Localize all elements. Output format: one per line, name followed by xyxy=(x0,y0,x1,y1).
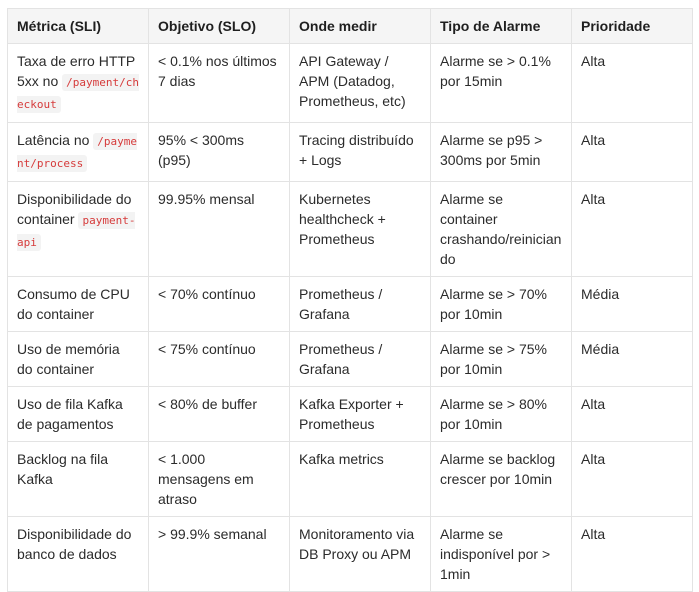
cell-where: Kafka metrics xyxy=(290,442,431,517)
metric-label: Disponibilidade do container xyxy=(17,191,132,227)
metric-code-snippet: payment-api xyxy=(17,214,136,249)
metric-label: Taxa de erro HTTP 5xx no xyxy=(17,53,136,89)
cell-where: Kafka Exporter + Prometheus xyxy=(290,387,431,442)
table-row xyxy=(8,442,693,517)
cell-objective: < 0.1% nos últimos 7 dias xyxy=(149,44,290,123)
cell-priority: Alta xyxy=(572,182,693,277)
cell-alarm: Alarme se backlog crescer por 10min xyxy=(431,442,572,517)
metric-label: Disponibilidade do banco de dados xyxy=(17,526,132,562)
cell-objective: 95% < 300ms (p95) xyxy=(149,123,290,182)
cell-where: Tracing distribuído + Logs xyxy=(290,123,431,182)
cell-metric xyxy=(8,44,149,123)
table-row xyxy=(8,387,693,442)
metric-label: Backlog na fila Kafka xyxy=(17,451,109,487)
cell-alarm: Alarme se > 75% por 10min xyxy=(431,332,572,387)
cell-objective: < 1.000 mensagens em atraso xyxy=(149,442,290,517)
cell-priority: Alta xyxy=(572,442,693,517)
cell-priority: Alta xyxy=(572,517,693,592)
cell-objective: > 99.9% semanal xyxy=(149,517,290,592)
cell-metric xyxy=(8,277,149,332)
cell-alarm: Alarme se indisponível por > 1min xyxy=(431,517,572,592)
sli-slo-table xyxy=(7,8,693,592)
table-body xyxy=(8,44,693,592)
header-alarm: Tipo de Alarme xyxy=(431,9,572,44)
cell-priority: Alta xyxy=(572,44,693,123)
sli-slo-table-container xyxy=(7,8,692,592)
cell-objective: < 75% contínuo xyxy=(149,332,290,387)
cell-where: Monitoramento via DB Proxy ou APM xyxy=(290,517,431,592)
cell-priority: Média xyxy=(572,332,693,387)
cell-where: API Gateway / APM (Datadog, Prometheus, etc) xyxy=(290,44,431,123)
metric-label: Latência no xyxy=(17,132,90,148)
cell-metric xyxy=(8,123,149,182)
cell-alarm: Alarme se > 80% por 10min xyxy=(431,387,572,442)
cell-where: Kubernetes healthcheck + Prometheus xyxy=(290,182,431,277)
cell-where: Prometheus / Grafana xyxy=(290,332,431,387)
cell-priority: Alta xyxy=(572,123,693,182)
metric-code-snippet: /payment/process xyxy=(17,135,138,170)
cell-metric xyxy=(8,517,149,592)
cell-alarm: Alarme se container crashando/reiniciando xyxy=(431,182,572,277)
header-priority: Prioridade xyxy=(572,9,693,44)
cell-metric xyxy=(8,387,149,442)
cell-objective: < 80% de buffer xyxy=(149,387,290,442)
table-row xyxy=(8,182,693,277)
cell-priority: Média xyxy=(572,277,693,332)
header-objective: Objetivo (SLO) xyxy=(149,9,290,44)
header-where: Onde medir xyxy=(290,9,431,44)
table-row xyxy=(8,277,693,332)
header-metric: Métrica (SLI) xyxy=(8,9,149,44)
table-row xyxy=(8,44,693,123)
metric-label: Uso de fila Kafka de pagamentos xyxy=(17,396,123,432)
table-row xyxy=(8,123,693,182)
table-row xyxy=(8,517,693,592)
cell-alarm: Alarme se > 70% por 10min xyxy=(431,277,572,332)
cell-alarm: Alarme se > 0.1% por 15min xyxy=(431,44,572,123)
cell-metric xyxy=(8,442,149,517)
cell-metric xyxy=(8,332,149,387)
cell-objective: < 70% contínuo xyxy=(149,277,290,332)
cell-priority: Alta xyxy=(572,387,693,442)
metric-label: Uso de memória do container xyxy=(17,341,120,377)
cell-objective: 99.95% mensal xyxy=(149,182,290,277)
table-row xyxy=(8,332,693,387)
table-header-row xyxy=(8,9,693,44)
cell-where: Prometheus / Grafana xyxy=(290,277,431,332)
cell-alarm: Alarme se p95 > 300ms por 5min xyxy=(431,123,572,182)
metric-label: Consumo de CPU do container xyxy=(17,286,130,322)
cell-metric xyxy=(8,182,149,277)
metric-code-snippet: /payment/checkout xyxy=(17,76,139,111)
